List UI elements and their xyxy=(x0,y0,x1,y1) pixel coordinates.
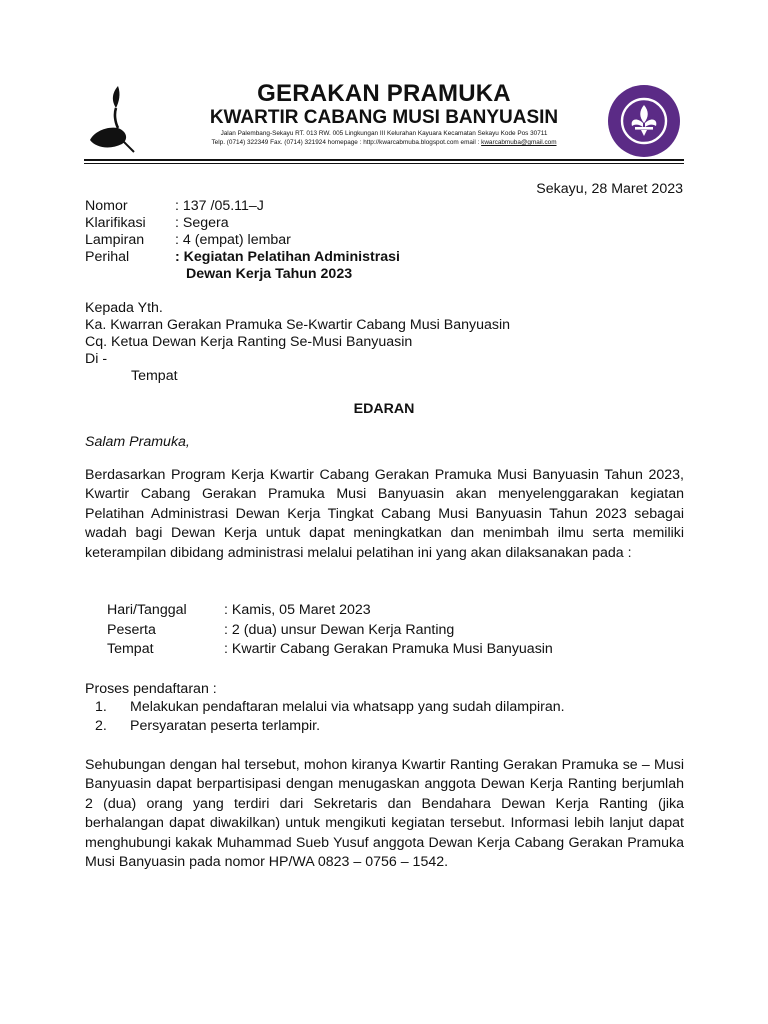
recipient-line3: Cq. Ketua Dewan Kerja Ranting Se-Musi Banyuasin xyxy=(85,334,413,350)
registration-num-2: 2. xyxy=(95,718,107,734)
perihal-line2: Dewan Kerja Tahun 2023 xyxy=(186,266,353,282)
registration-title: Proses pendaftaran : xyxy=(85,681,217,697)
paragraph-intro: Berdasarkan Program Kerja Kwartir Cabang Gerakan Pramuka Musi Banyuasin Tahun 2023, Kwartir Cabang Gerakan Pramuka Musi Banyuasin akan menyelenggarakan kegiatan Pelatihan Administrasi Dewan Kerja Tingkat Cabang Musi Banyuasin Tahun 2023 sebagai wadah bagi Dewan Kerja untuk dapat meningkatkan dan menimbah ilmu serta memiliki keterampilan dibidang administrasi melalui pelatihan ini yang akan dilaksanakan pada : xyxy=(85,467,684,561)
meta-label-nomor: Nomor xyxy=(85,198,128,214)
contact-line xyxy=(140,139,628,146)
registration-item-2: Persyaratan peserta terlampir. xyxy=(130,718,321,734)
paragraph-request: Sehubungan dengan hal tersebut, mohon kiranya Kwartir Ranting Gerakan Pramuka se – Musi Banyuasin dapat berpartisipasi dengan menugaskan anggota Dewan Kerja Ranting berjumlah 2 (dua) orang yang terdiri dari Sekretaris dan Bendahara Dewan Kerja Ranting (jika berhalangan dapat diwakilkan) untuk mengikuti kegiatan tersebut. Informasi lebih lanjut dapat menghubungi kakak Muhammad Sueb Yusuf anggota Dewan Kerja Cabang Gerakan Pramuka Musi Banyuasin pada nomor HP/WA 0823 – 0756 – 1542. xyxy=(85,757,684,871)
detail-label-date: Hari/Tanggal xyxy=(107,602,187,618)
meta-value-lampiran: : 4 (empat) lembar xyxy=(175,232,291,248)
detail-label-place: Tempat xyxy=(107,641,154,657)
meta-value-nomor: : 137 /05.11–J xyxy=(175,198,264,214)
recipient-line2: Ka. Kwarran Gerakan Pramuka Se-Kwartir Cabang Musi Banyuasin xyxy=(85,317,511,333)
meta-label-klarifikasi: Klarifikasi xyxy=(85,215,146,231)
recipient-line5: Tempat xyxy=(131,368,178,384)
header-rule-thin xyxy=(84,163,684,164)
detail-value-participants: : 2 (dua) unsur Dewan Kerja Ranting xyxy=(224,622,455,638)
email-link[interactable]: kwarcabmuba@gmail.com xyxy=(481,139,557,146)
detail-label-participants: Peserta xyxy=(107,622,156,638)
detail-value-date: : Kamis, 05 Maret 2023 xyxy=(224,602,371,618)
recipient-line4: Di - xyxy=(85,351,108,367)
greeting: Salam Pramuka, xyxy=(85,434,190,450)
meta-label-perihal: Perihal xyxy=(85,249,130,265)
org-title: GERAKAN PRAMUKA xyxy=(257,80,511,107)
header-rule-thick xyxy=(84,159,684,161)
detail-value-place: : Kwartir Cabang Gerakan Pramuka Musi Banyuasin xyxy=(224,641,553,657)
org-subtitle: KWARTIR CABANG MUSI BANYUASIN xyxy=(209,107,559,128)
meta-value-klarifikasi: : Segera xyxy=(175,215,229,231)
pramuka-tunas-kelapa-logo xyxy=(84,84,136,156)
registration-num-1: 1. xyxy=(95,699,107,715)
meta-value-perihal: : Kegiatan Pelatihan Administrasi xyxy=(175,249,400,265)
address-line: Jalan Palembang-Sekayu RT. 013 RW. 005 Lingkungan III Kelurahan Kayuara Kecamatan Sekayu Kode Pos 30711 xyxy=(220,130,548,137)
date-line: Sekayu, 28 Maret 2023 xyxy=(536,181,683,197)
recipient-line1: Kepada Yth. xyxy=(85,300,163,316)
contact-text: Telp. (0714) 322349 Fax. (0714) 321924 homepage : http://kwarcabmuba.blogspot.com email : xyxy=(211,139,482,146)
meta-label-lampiran: Lampiran xyxy=(85,232,145,248)
letter-heading: EDARAN xyxy=(353,401,415,417)
registration-item-1: Melakukan pendaftaran melalui via whatsapp yang sudah dilampiran. xyxy=(130,699,565,715)
